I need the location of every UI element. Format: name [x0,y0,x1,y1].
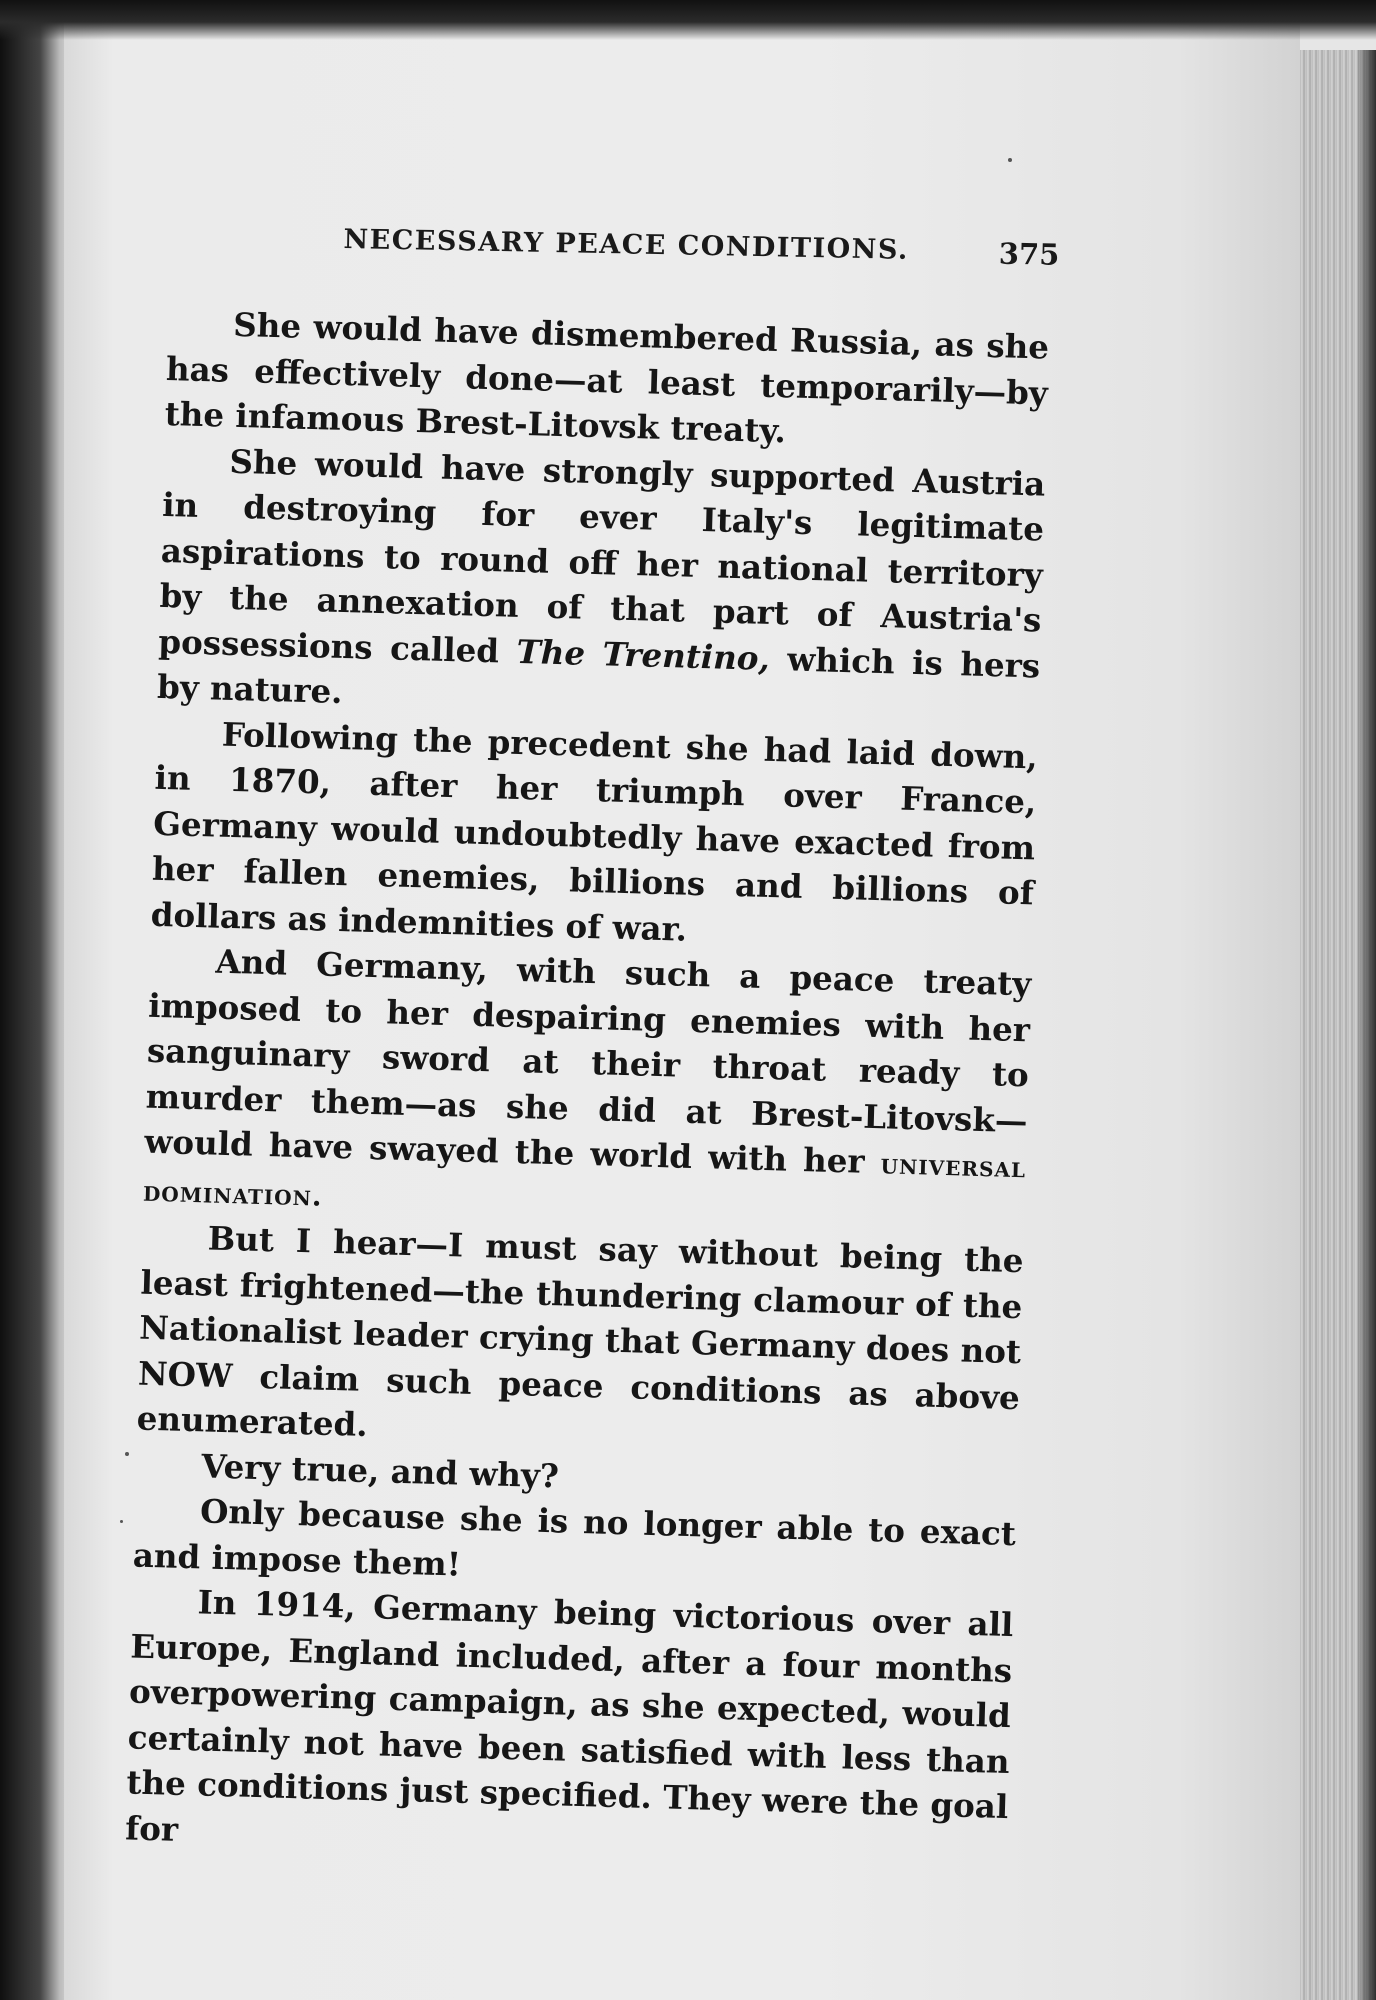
paragraph-5-text: But I hear—I must say without being the least frightened—the thundering clamour of the Nationalist leader crying that Germany does not NOW claim such peace conditions as above enumerated. [136,1218,1025,1445]
running-head: NECESSARY PEACE CONDITIONS. [343,223,910,266]
paragraph-2-italic: The Trentino, [516,631,771,678]
paragraph-8 [125,1578,1014,1876]
paragraph-4 [142,937,1031,1239]
paragraph-3-text: Following the precedent she had laid down, in 1870, after her triumph over France, Germany would undoubtedly have exacted from her fallen enemies, billions and billions of dollars as indemnities of war. [150,714,1039,949]
book-binding-shadow [0,0,70,2000]
body-text [125,300,1050,1875]
page-number: 375 [998,236,1060,272]
paragraph-6-text: Very true, and why? [200,1445,560,1495]
paragraph-5 [136,1214,1024,1466]
paragraph-8-text: In 1914, Germany being victorious over all Europe, England included, after a four months overpowering campaign, as she expected, would certainly not have been satisfied with less than the conditions just specified. They were the goal for [124,1582,1014,1849]
page-edges [1300,50,1376,2000]
paragraph-2-text: She would have strongly supported Austria in destroying for ever Italy's legitimate aspirations to round off her national territory by the annexation of that part of Austria's possessions called [157,441,1046,670]
paragraph-3 [150,709,1038,961]
paragraph-7-text: Only because she is no longer able to exact and impose them! [132,1491,1017,1584]
paragraph-4-smallcaps: universal domination. [142,1147,1027,1213]
paragraph-1-text: She would have dismembered Russia, as she has effectively done—at least temporarily—by the infamous Brest-Litovsk treaty. [164,304,1050,451]
paragraph-2-after: which is hers by nature. [156,638,1041,712]
paragraph-1 [164,300,1049,461]
dust-speck [1008,158,1012,162]
paragraph-2 [157,436,1046,734]
dust-speck [125,1452,129,1456]
top-shadow [0,0,1376,40]
paragraph-4-text: And Germany, with such a peace treaty imposed to her despairing enemies with her sanguinary sword at their throat ready to murder them—as she did at Brest-Litovsk—would have swayed the world with her [143,941,1032,1181]
dust-speck [120,1520,123,1523]
